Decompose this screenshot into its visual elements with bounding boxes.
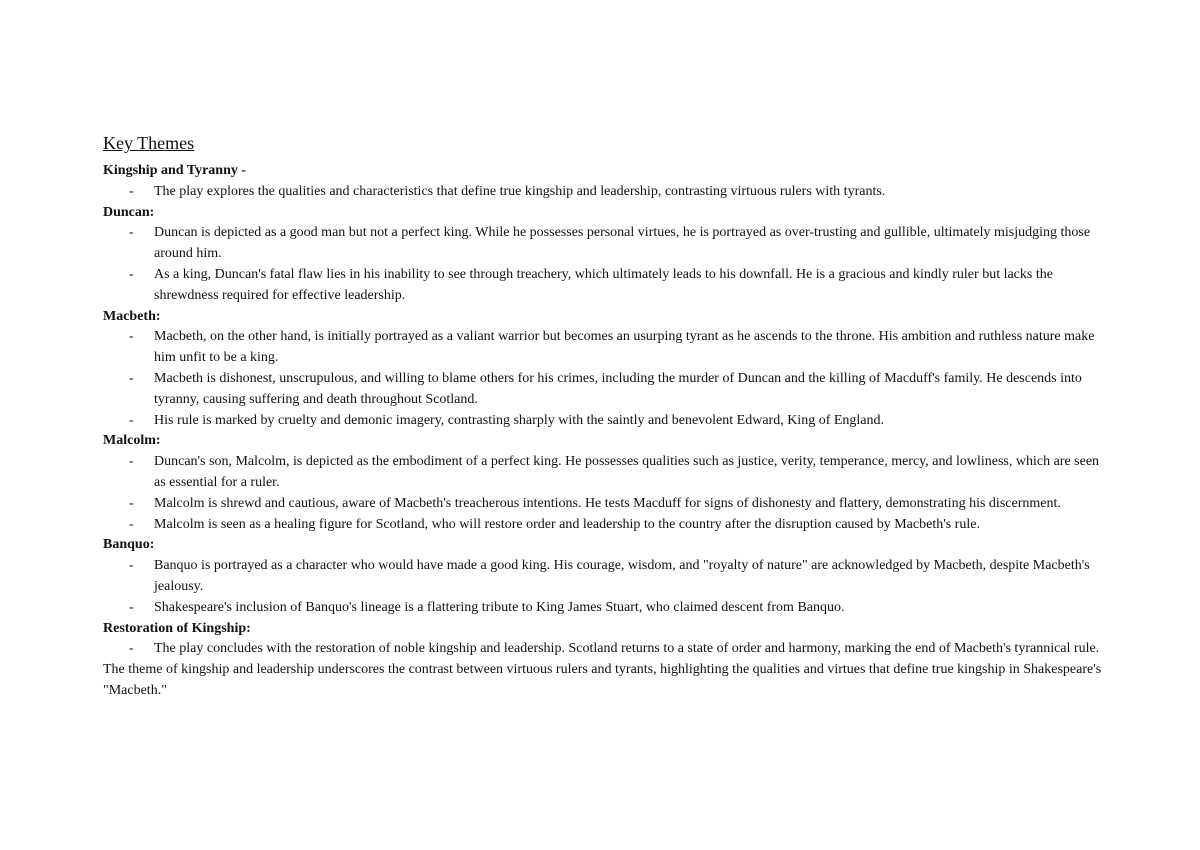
bullet-dash-icon: -	[129, 370, 134, 386]
bullet-list	[103, 223, 1103, 306]
bullet-dash-icon: -	[129, 266, 134, 282]
section-heading: Kingship and Tyranny -	[103, 163, 247, 178]
conclusion-paragraph: The theme of kingship and leadership underscores the contrast between virtuous rulers and tyrants, highlighting the qualities and virtues that define true kingship in Shakespeare's "Macbeth."	[103, 662, 1102, 698]
list-item	[103, 327, 1103, 369]
page-title: Key Themes	[103, 133, 195, 153]
bullet-list	[103, 452, 1103, 535]
list-item	[103, 515, 1103, 536]
bullet-list	[103, 556, 1103, 618]
section-heading: Banquo:	[103, 537, 155, 553]
list-item	[103, 598, 1103, 619]
document-page	[103, 131, 1103, 702]
bullet-dash-icon: -	[129, 558, 134, 574]
bullet-text: Macbeth is dishonest, unscrupulous, and willing to blame others for his crimes, including the murder of Duncan and the killing of Macduff's family. He descends into tyranny, causing suffering and death throughout Scotland.	[154, 370, 1082, 407]
bullet-dash-icon: -	[129, 225, 134, 241]
bullet-dash-icon: -	[129, 454, 134, 470]
bullet-text: Malcolm is seen as a healing figure for Scotland, who will restore order and leadership to the country after the disruption caused by Macbeth's rule.	[154, 516, 980, 532]
bullet-text: Macbeth, on the other hand, is initially portrayed as a valiant warrior but becomes an usurping tyrant as he ascends to the throne. His ambition and ruthless nature make him unfit to be a king.	[154, 329, 1095, 366]
bullet-text: Malcolm is shrewd and cautious, aware of Macbeth's treacherous intentions. He tests Macduff for signs of dishonesty and flattery, demonstrating his discernment.	[154, 495, 1061, 511]
bullet-text: Duncan's son, Malcolm, is depicted as the embodiment of a perfect king. He possesses qualities such as justice, verity, temperance, mercy, and lowliness, which are seen as essential for a ruler.	[154, 454, 1100, 490]
list-item	[103, 369, 1103, 411]
bullet-dash-icon: -	[129, 641, 134, 657]
list-item	[103, 494, 1103, 515]
list-item	[103, 265, 1103, 307]
bullet-list	[103, 639, 1103, 660]
bullet-text: The play explores the qualities and characteristics that define true kingship and leadership, contrasting virtuous rulers with tyrants.	[154, 183, 886, 199]
section-heading: Malcolm:	[103, 433, 161, 449]
bullet-text: Duncan is depicted as a good man but not a perfect king. While he possesses personal virtues, he is portrayed as over-trusting and gullible, ultimately misjudging those around him.	[154, 225, 1091, 262]
bullet-dash-icon: -	[129, 183, 134, 199]
bullet-dash-icon: -	[129, 412, 134, 428]
bullet-text: Shakespeare's inclusion of Banquo's lineage is a flattering tribute to King James Stuart, who claimed descent from Banquo.	[154, 599, 845, 615]
list-item	[103, 556, 1103, 598]
sections-container	[103, 161, 1103, 660]
bullet-list	[103, 182, 1103, 203]
section-heading: Restoration of Kingship:	[103, 620, 251, 636]
bullet-text: Banquo is portrayed as a character who would have made a good king. His courage, wisdom, and "royalty of nature" are acknowledged by Macbeth, despite Macbeth's jealousy.	[154, 558, 1090, 594]
bullet-text: The play concludes with the restoration of noble kingship and leadership. Scotland returns to a state of order and harmony, marking the end of Macbeth's tyrannical rule.	[154, 641, 1100, 657]
bullet-list	[103, 327, 1103, 431]
bullet-dash-icon: -	[129, 599, 134, 615]
bullet-dash-icon: -	[129, 495, 134, 511]
bullet-dash-icon: -	[129, 329, 134, 345]
list-item	[103, 223, 1103, 265]
list-item	[103, 639, 1103, 660]
list-item	[103, 452, 1103, 494]
list-item	[103, 411, 1103, 432]
bullet-text: As a king, Duncan's fatal flaw lies in his inability to see through treachery, which ultimately leads to his downfall. He is a gracious and kindly ruler but lacks the shrewdness required for effective leadership.	[154, 266, 1053, 303]
section-heading: Duncan:	[103, 204, 155, 220]
bullet-dash-icon: -	[129, 516, 134, 532]
bullet-text: His rule is marked by cruelty and demonic imagery, contrasting sharply with the saintly and benevolent Edward, King of England.	[154, 412, 885, 428]
section-heading: Macbeth:	[103, 308, 161, 324]
list-item	[103, 182, 1103, 203]
